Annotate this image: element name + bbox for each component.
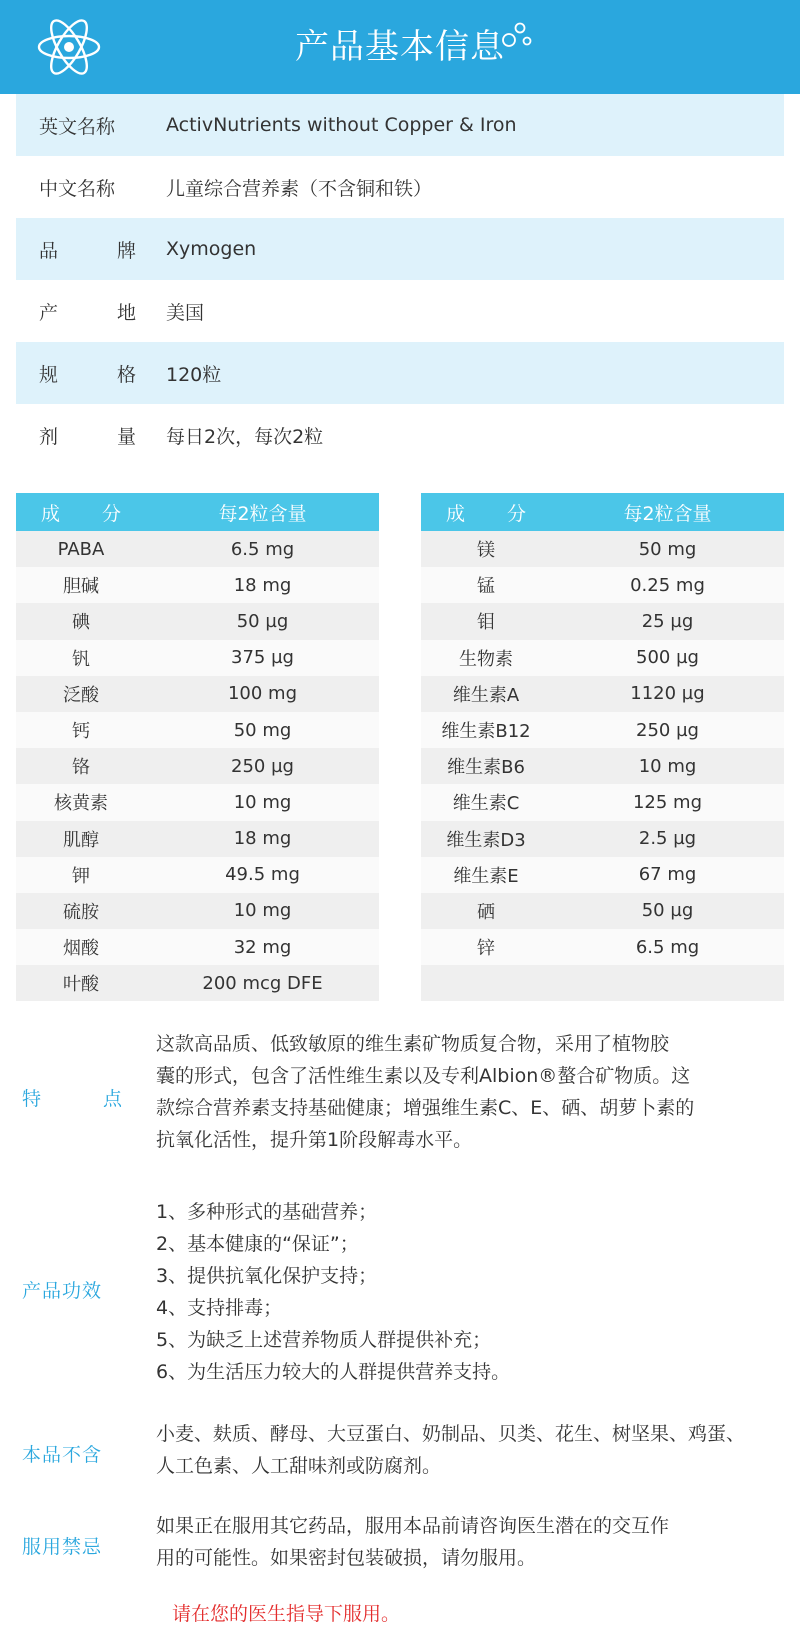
ingredient-amount: 0.25 mg: [630, 574, 705, 596]
ingredient-amount: 25 µg: [641, 610, 694, 632]
text-line: 5、为缺乏上述营养物质人群提供补充；: [156, 1329, 492, 1351]
ingredient-name: 钼: [477, 612, 495, 634]
table-row: [421, 965, 784, 1001]
ingredient-name: 肌醇: [63, 829, 99, 851]
free-of-label: 本品不含: [22, 1444, 103, 1466]
table-row: [421, 676, 784, 712]
table-row: [421, 784, 784, 820]
text-line: 4、支持排毒；: [156, 1297, 283, 1319]
contraindications-text: [156, 1510, 751, 1574]
text-line: 用的可能性。如果密封包装破损，请勿服用。: [156, 1547, 537, 1569]
table-header: [421, 493, 784, 531]
ingredient-name: 维生素A: [452, 684, 520, 706]
ingredient-name: 硫胺: [63, 901, 99, 923]
text-line: 这款高品质、低致敏原的维生素矿物质复合物，采用了植物胶: [156, 1033, 670, 1055]
text-line: 6、为生活压力较大的人群提供营养支持。: [156, 1361, 511, 1383]
ingredient-amount: 10 mg: [638, 755, 697, 777]
info-key: 中文名称: [39, 177, 116, 200]
ingredient-name: 钙: [72, 721, 90, 743]
ingredient-name: 碘: [72, 612, 90, 634]
table-row: [16, 531, 379, 567]
ingredient-amount: 1120 µg: [630, 683, 705, 705]
table-row: [16, 748, 379, 784]
table-row: [16, 965, 379, 1001]
ingredient-amount: 67 mg: [638, 864, 697, 886]
info-key: 英文名称: [39, 115, 116, 138]
contraindications-label: 服用禁忌: [22, 1536, 103, 1558]
text-line: 款综合营养素支持基础健康；增强维生素C、E、硒、胡萝卜素的: [156, 1097, 695, 1119]
ingredient-amount: 49.5 mg: [225, 864, 300, 886]
ingredient-name: 锰: [477, 576, 495, 598]
ingredient-name: 铬: [72, 757, 90, 779]
table-row: [421, 929, 784, 965]
ingredient-amount: 50 µg: [236, 610, 289, 632]
info-key: [16, 298, 166, 325]
table-row: [421, 603, 784, 639]
table-row: [16, 857, 379, 893]
info-row: [16, 156, 784, 218]
header-ingredient: [421, 499, 551, 526]
label-char: 牌: [116, 239, 136, 262]
label-char: 特: [22, 1088, 42, 1110]
table-row: [16, 603, 379, 639]
ingredient-name: 硒: [477, 901, 495, 923]
bubbles-icon: [500, 18, 534, 50]
text-line: 如果正在服用其它药品，服用本品前请咨询医生潜在的交互作: [156, 1515, 670, 1537]
ingredient-amount: 50 mg: [233, 719, 292, 741]
label-char: 产: [39, 301, 59, 324]
ingredient-name: 维生素C: [452, 793, 520, 815]
text-line: 囊的形式，包含了活性维生素以及专利Albion®螯合矿物质。这: [156, 1065, 691, 1087]
ingredient-amount: 6.5 mg: [635, 936, 700, 958]
table-row: [421, 821, 784, 857]
ingredient-name: 镁: [477, 540, 495, 562]
table-row: [16, 784, 379, 820]
ingredient-column-left: [16, 493, 379, 1001]
info-row: [16, 280, 784, 342]
ingredient-column-right: [421, 493, 784, 1001]
ingredient-name: 钾: [72, 865, 90, 887]
ingredient-amount: 32 mg: [233, 936, 292, 958]
ingredient-name: 锌: [477, 938, 495, 960]
free-of-text: [156, 1418, 751, 1482]
info-value: 儿童综合营养素（不含铜和铁）: [166, 177, 433, 200]
ingredient-name: PABA: [57, 538, 105, 560]
ingredient-amount: 50 mg: [638, 538, 697, 560]
table-row: [421, 640, 784, 676]
ingredient-amount: 200 mcg DFE: [202, 972, 323, 994]
table-row: [16, 929, 379, 965]
table-row: [16, 821, 379, 857]
ingredient-amount: 10 mg: [233, 791, 292, 813]
ingredient-amount: 375 µg: [231, 647, 294, 669]
table-row: [421, 712, 784, 748]
info-key: [16, 236, 166, 263]
header-amount: 每2粒含量: [623, 502, 712, 525]
info-value: 美国: [166, 301, 205, 324]
ingredient-name: 烟酸: [63, 938, 99, 960]
ingredient-name: 核黄素: [54, 793, 108, 815]
ingredient-table: [16, 493, 784, 1001]
text-line: 抗氧化活性，提升第1阶段解毒水平。: [156, 1129, 473, 1151]
info-row: [16, 404, 784, 466]
label-char: 格: [116, 363, 136, 386]
table-row: [16, 567, 379, 603]
benefits-label: 产品功效: [22, 1280, 103, 1302]
table-row: [16, 640, 379, 676]
ingredient-name: 维生素D3: [446, 829, 526, 851]
ingredient-name: 维生素B6: [447, 757, 525, 779]
ingredient-amount: 18 mg: [233, 574, 292, 596]
benefits-text: [156, 1196, 751, 1388]
ingredient-name: 生物素: [459, 648, 513, 670]
ingredient-amount: 2.5 µg: [638, 828, 697, 850]
ingredient-name: 维生素E: [453, 865, 519, 887]
ingredient-amount: 18 mg: [233, 828, 292, 850]
text-line: 3、提供抗氧化保护支持；: [156, 1265, 378, 1287]
text-line: 2、基本健康的“保证”；: [156, 1233, 359, 1255]
label-char: 分: [506, 502, 526, 525]
ingredient-name: 胆碱: [63, 576, 99, 598]
info-key: [16, 422, 166, 449]
info-row: [16, 342, 784, 404]
label-char: 分: [101, 502, 121, 525]
info-value: 120粒: [166, 363, 222, 386]
ingredient-amount: 250 µg: [231, 755, 294, 777]
ingredient-name: 泛酸: [63, 684, 99, 706]
info-row: [16, 94, 784, 156]
text-line: 1、多种形式的基础营养；: [156, 1201, 378, 1223]
features-label: [22, 1084, 122, 1111]
label-char: 成: [446, 502, 466, 525]
table-row: [16, 893, 379, 929]
ingredient-amount: 10 mg: [233, 900, 292, 922]
ingredient-amount: 6.5 mg: [230, 538, 295, 560]
label-char: 剂: [39, 425, 59, 448]
info-value: Xymogen: [166, 238, 257, 260]
info-value: 每日2次，每次2粒: [166, 425, 324, 448]
table-row: [16, 712, 379, 748]
features-text: [156, 1028, 751, 1156]
label-char: 量: [116, 425, 136, 448]
info-value: ActivNutrients without Copper & Iron: [166, 114, 517, 136]
ingredient-name: 钒: [72, 648, 90, 670]
doctor-warning: 请在您的医生指导下服用。: [172, 1603, 401, 1625]
header-ingredient: [16, 499, 146, 526]
table-row: [421, 748, 784, 784]
text-line: 小麦、麸质、酵母、大豆蛋白、奶制品、贝类、花生、树坚果、鸡蛋、: [156, 1423, 746, 1445]
text-line: 人工色素、人工甜味剂或防腐剂。: [156, 1455, 442, 1477]
label-char: 规: [39, 363, 59, 386]
ingredient-amount: 250 µg: [636, 719, 699, 741]
basic-info-table: [16, 94, 784, 466]
table-row: [421, 567, 784, 603]
ingredient-amount: 125 mg: [632, 791, 703, 813]
ingredient-amount: 500 µg: [636, 647, 699, 669]
table-row: [16, 676, 379, 712]
label-char: 地: [116, 301, 136, 324]
label-char: 成: [41, 502, 61, 525]
table-row: [421, 531, 784, 567]
ingredient-amount: 100 mg: [227, 683, 298, 705]
page-title: 产品基本信息: [295, 27, 505, 67]
ingredient-name: 维生素B12: [441, 721, 531, 743]
info-key: [16, 360, 166, 387]
label-char: 品: [39, 239, 59, 262]
ingredient-name: 叶酸: [63, 974, 99, 996]
header-amount: 每2粒含量: [218, 502, 307, 525]
header-banner: [0, 0, 800, 94]
label-char: 点: [102, 1088, 122, 1110]
table-row: [421, 893, 784, 929]
info-row: [16, 218, 784, 280]
ingredient-amount: 50 µg: [641, 900, 694, 922]
table-header: [16, 493, 379, 531]
table-row: [421, 857, 784, 893]
